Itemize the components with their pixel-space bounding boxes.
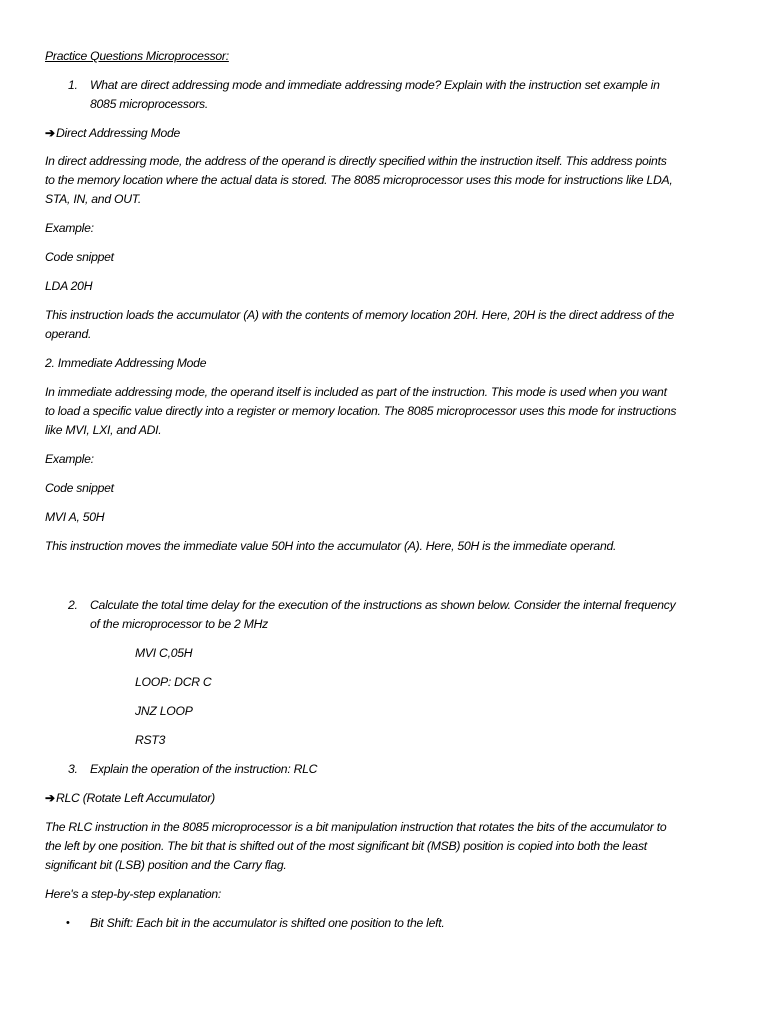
paragraph-line: This instruction moves the immediate value 50H into the accumulator (A). Here, 50H is the immediate operand. (45, 539, 617, 553)
question-number: 2. (68, 598, 78, 612)
question-text: What are direct addressing mode and immediate addressing mode? Explain with the instruction set example in (90, 78, 660, 92)
question-text: Explain the operation of the instruction: RLC (90, 762, 318, 776)
section-heading (45, 125, 180, 141)
code-line: RST3 (135, 733, 166, 747)
paragraph-line: to the memory location where the actual data is stored. The 8085 microprocessor uses this mode for instructions like LDA, (45, 173, 673, 187)
code-line: LDA 20H (45, 279, 93, 293)
snippet-label: Code snippet (45, 481, 114, 495)
paragraph-line: significant bit (LSB) position and the Carry flag. (45, 858, 287, 872)
code-line: MVI C,05H (135, 646, 193, 660)
section-heading: 2. Immediate Addressing Mode (45, 356, 207, 370)
arrow-icon: ➔ (45, 126, 55, 140)
heading-text: RLC (Rotate Left Accumulator) (55, 791, 215, 805)
bullet-icon: • (66, 917, 70, 929)
paragraph-line: In direct addressing mode, the address of the operand is directly specified within the instruction itself. This address points (45, 154, 667, 168)
snippet-label: Code snippet (45, 250, 114, 264)
paragraph-line: In immediate addressing mode, the operand itself is included as part of the instruction. This mode is used when you want (45, 385, 667, 399)
question-text: 8085 microprocessors. (90, 97, 209, 111)
paragraph-line: like MVI, LXI, and ADI. (45, 423, 162, 437)
code-line: LOOP: DCR C (135, 675, 212, 689)
section-heading (45, 790, 215, 806)
paragraph-line: This instruction loads the accumulator (A) with the contents of memory location 20H. Here, 20H is the direct address of the (45, 308, 675, 322)
arrow-icon: ➔ (45, 791, 55, 805)
paragraph-line: the left by one position. The bit that is shifted out of the most significant bit (MSB) position is copied into both the least (45, 839, 647, 853)
paragraph-line: operand. (45, 327, 92, 341)
paragraph-line: The RLC instruction in the 8085 microprocessor is a bit manipulation instruction that rotates the bits of the accumulator to (45, 820, 667, 834)
paragraph-line: STA, IN, and OUT. (45, 192, 141, 206)
document-title: Practice Questions Microprocessor: (45, 49, 229, 63)
list-item: Bit Shift: Each bit in the accumulator is shifted one position to the left. (90, 916, 445, 930)
paragraph-line: Here's a step-by-step explanation: (45, 887, 222, 901)
example-label: Example: (45, 452, 94, 466)
paragraph-line: to load a specific value directly into a register or memory location. The 8085 microprocessor uses this mode for instructions (45, 404, 677, 418)
code-line: MVI A, 50H (45, 510, 105, 524)
code-line: JNZ LOOP (135, 704, 193, 718)
example-label: Example: (45, 221, 94, 235)
question-text: Calculate the total time delay for the execution of the instructions as shown below. Consider the internal frequency (90, 598, 676, 612)
question-number: 3. (68, 762, 78, 776)
question-text: of the microprocessor to be 2 MHz (90, 617, 269, 631)
heading-text: Direct Addressing Mode (55, 126, 181, 140)
question-number: 1. (68, 78, 78, 92)
